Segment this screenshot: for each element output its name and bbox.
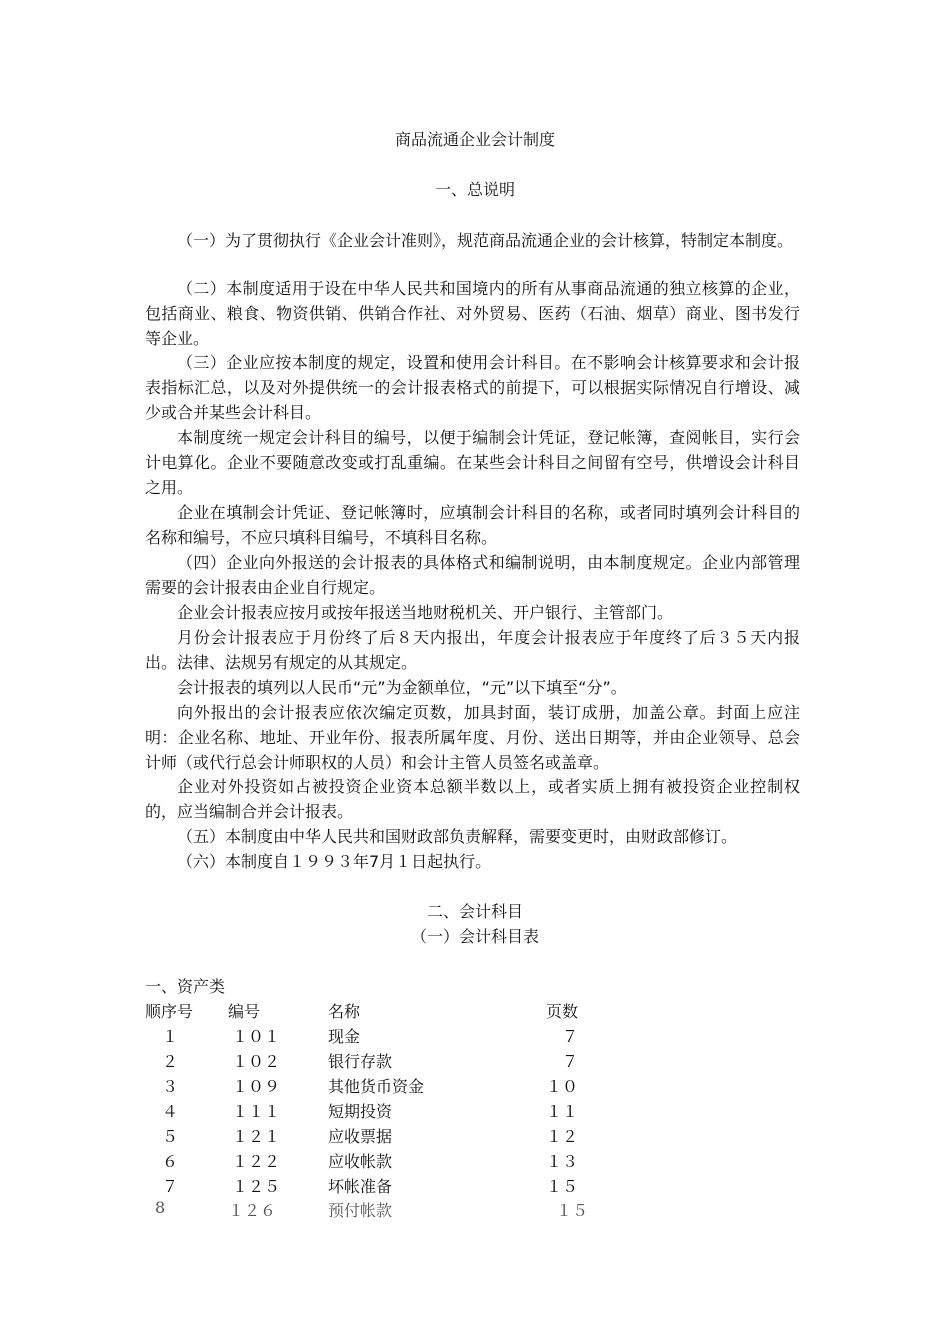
table-row — [0, 1049, 950, 1074]
row-name: 预付帐款 — [328, 1201, 393, 1220]
row-page: １３ — [545, 1152, 578, 1171]
table-row — [0, 1074, 950, 1099]
paragraph: 月份会计报表应于月份终了后８天内报出，年度会计报表应于年度终了后３５天内报出。法律、法规另有规定的从其规定。 — [145, 628, 800, 672]
row-page: １５ — [555, 1201, 588, 1220]
row-code: １０１ — [232, 1027, 281, 1046]
row-name: 银行存款 — [328, 1052, 393, 1071]
table-row — [0, 1149, 950, 1174]
row-code: １２２ — [232, 1152, 281, 1171]
row-seq: 8 — [155, 1198, 166, 1217]
paragraph: 会计报表的填列以人民币“元”为金额单位，“元”以下填至“分”。 — [177, 678, 627, 697]
row-page: １０ — [545, 1077, 578, 1096]
row-name: 应收票据 — [328, 1127, 393, 1146]
row-name: 短期投资 — [328, 1102, 393, 1121]
subsection-heading: （一）会计科目表 — [410, 927, 539, 946]
paragraph: 向外报出的会计报表应依次编定页数，加具封面，装订成册，加盖公章。封面上应注明：企业名称、地址、开业年份、报表所属年度、月份、送出日期等，并由企业领导、总会计师（或代行总会计师职权的人员）和会计主管人员签名或盖章。 — [145, 703, 800, 772]
header-seq: 顺序号 — [145, 1002, 194, 1021]
table-row — [0, 1198, 950, 1223]
paragraph: 企业对外投资如占被投资企业资本总额半数以上，或者实质上拥有被投资企业控制权的，应当编制合并会计报表。 — [145, 777, 800, 821]
row-seq: １ — [162, 1027, 179, 1046]
row-code: １２１ — [232, 1127, 281, 1146]
header-name: 名称 — [328, 1002, 361, 1021]
paragraph: 企业会计报表应按月或按年报送当地财税机关、开户银行、主管部门。 — [177, 603, 674, 622]
row-name: 坏帐准备 — [328, 1177, 393, 1196]
paragraph: 本制度统一规定会计科目的编号，以便于编制会计凭证，登记帐簿，查阅帐目，实行会计电算化。企业不要随意改变或打乱重编。在某些会计科目之间留有空号，供增设会计科目之用。 — [145, 428, 800, 497]
paragraph: （三）企业应按本制度的规定，设置和使用会计科目。在不影响会计核算要求和会计报表指标汇总，以及对外提供统一的会计报表格式的前提下，可以根据实际情况自行增设、减少或合并某些会计科目。 — [145, 353, 800, 422]
header-code: 编号 — [228, 1002, 261, 1021]
row-code: １２５ — [232, 1177, 281, 1196]
paragraph: （五）本制度由中华人民共和国财政部负责解释，需要变更时，由财政部修订。 — [177, 827, 738, 846]
row-seq: ４ — [162, 1102, 179, 1121]
row-seq: ７ — [162, 1177, 179, 1196]
paragraph: （二）本制度适用于设在中华人民共和国境内的所有从事商品流通的独立核算的企业，包括商业、粮食、物资供销、供销合作社、对外贸易、医药（石油、烟草）商业、图书发行等企业。 — [145, 279, 800, 348]
row-page: ７ — [561, 1052, 578, 1071]
row-name: 现金 — [328, 1027, 361, 1046]
row-name: 其他货币资金 — [328, 1077, 425, 1096]
paragraph: （六）本制度自１９９３年7月１日起执行。 — [177, 852, 492, 871]
row-page: １５ — [545, 1177, 578, 1196]
table-header — [0, 999, 950, 1024]
row-seq: ３ — [162, 1077, 179, 1096]
paragraph: （一）为了贯彻执行《企业会计准则》，规范商品流通企业的会计核算，特制定本制度。 — [177, 231, 794, 250]
table-row — [0, 1124, 950, 1149]
section-heading-general: 一、总说明 — [434, 180, 515, 199]
row-code: １１１ — [232, 1102, 281, 1121]
row-page: １２ — [545, 1127, 578, 1146]
row-page: １１ — [545, 1102, 578, 1121]
paragraph: 企业在填制会计凭证、登记帐簿时，应填制会计科目的名称，或者同时填列会计科目的名称和编号，不应只填科目编号，不填科目名称。 — [145, 503, 800, 547]
row-name: 应收帐款 — [328, 1152, 393, 1171]
table-row — [0, 1174, 950, 1199]
row-code: １２６ — [228, 1201, 277, 1220]
row-code: １０９ — [232, 1077, 281, 1096]
row-page: ７ — [561, 1027, 578, 1046]
document-title: 商品流通企业会计制度 — [394, 130, 555, 149]
row-code: １０２ — [232, 1052, 281, 1071]
row-seq: ５ — [162, 1127, 179, 1146]
table-row — [0, 1024, 950, 1049]
row-seq: ６ — [162, 1152, 179, 1171]
row-seq: ２ — [162, 1052, 179, 1071]
category-heading — [0, 974, 950, 999]
paragraph: （四）企业向外报送的会计报表的具体格式和编制说明，由本制度规定。企业内部管理需要的会计报表由企业自行规定。 — [145, 553, 800, 597]
header-page: 页数 — [545, 1002, 578, 1021]
table-row — [0, 1099, 950, 1124]
section-heading-accounts: 二、会计科目 — [426, 902, 523, 921]
category-label: 一、资产类 — [145, 977, 226, 996]
